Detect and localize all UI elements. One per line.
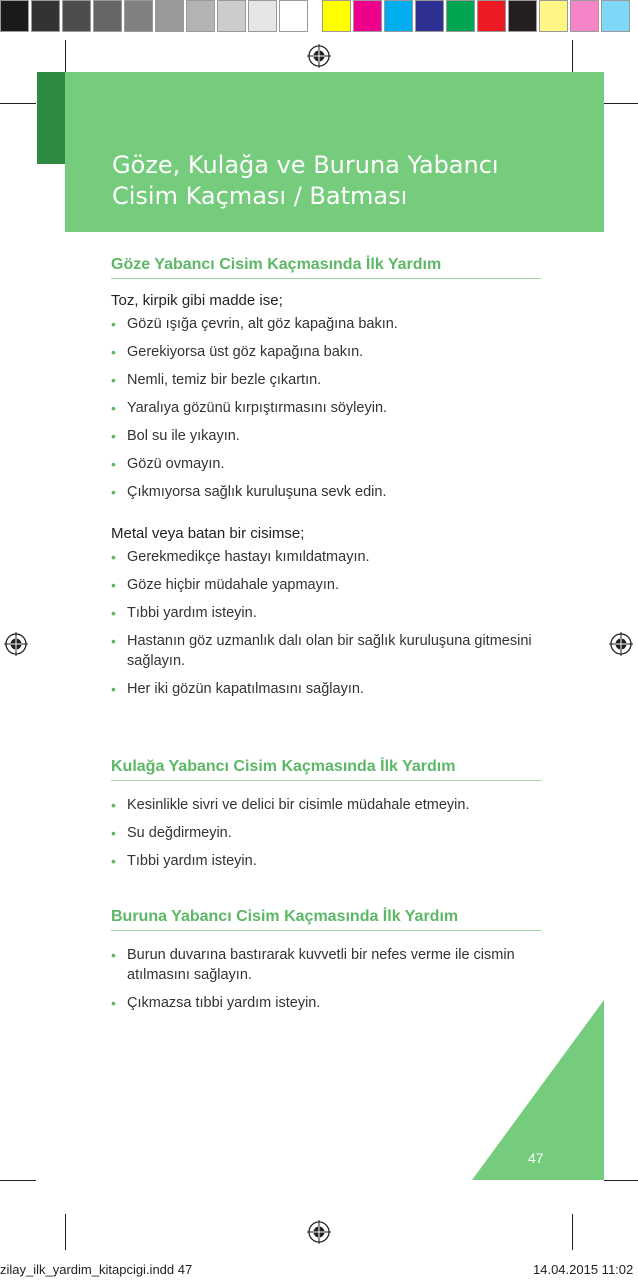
bullet-icon: • (111, 633, 116, 649)
bullet-icon: • (111, 825, 116, 841)
bullet-icon: • (111, 853, 116, 869)
list-item-text: Gözü ışığa çevrin, alt göz kapağına bakın. (127, 316, 398, 332)
bullet-icon: • (111, 316, 116, 332)
bullet-icon: • (111, 681, 116, 697)
chapter-title-line-2: Cisim Kaçması / Batması (112, 182, 408, 210)
slug-date: 14.04.2015 11:02 (533, 1262, 634, 1277)
list-item-text: Burun duvarına bastırarak kuvvetli bir nefes verme ile cismin atılmasını sağlayın. (127, 947, 515, 983)
bullet-icon: • (111, 797, 116, 813)
eye-metal-heading: Metal veya batan bir cisimse; (111, 525, 305, 542)
list-item-text: Su değdirmeyin. (127, 825, 232, 841)
section-nose-title: Buruna Yabancı Cisim Kaçmasında İlk Yardım (111, 907, 541, 931)
list-item-text: Çıkmazsa tıbbi yardım isteyin. (127, 995, 321, 1011)
section-eye-title: Göze Yabancı Cisim Kaçmasında İlk Yardım (111, 255, 541, 279)
list-item-text: Gözü ovmayın. (127, 456, 225, 472)
list-item-text: Göze hiçbir müdahale yapmayın. (127, 577, 339, 593)
list-item-text: Tıbbi yardım isteyin. (127, 853, 257, 869)
slug-filename: zilay_ilk_yardim_kitapcigi.indd 47 (0, 1262, 193, 1277)
bullet-icon: • (111, 549, 116, 565)
bullet-icon: • (111, 400, 116, 416)
list-item-text: Yaralıya gözünü kırpıştırmasını söyleyin. (127, 400, 388, 416)
section-ear-title: Kulağa Yabancı Cisim Kaçmasında İlk Yardım (111, 757, 541, 781)
bullet-icon: • (111, 577, 116, 593)
list-item-text: Çıkmıyorsa sağlık kuruluşuna sevk edin. (127, 484, 387, 500)
page-number: 47 (528, 1150, 544, 1166)
bullet-icon: • (111, 947, 116, 963)
bullet-icon: • (111, 605, 116, 621)
bullet-icon: • (111, 344, 116, 360)
bullet-icon: • (111, 428, 116, 444)
list-item-text: Hastanın göz uzmanlık dalı olan bir sağlık kuruluşuna gitmesini sağlayın. (127, 633, 532, 669)
list-item-text: Her iki gözün kapatılmasını sağlayın. (127, 681, 364, 697)
bullet-icon: • (111, 484, 116, 500)
list-item-text: Nemli, temiz bir bezle çıkartın. (127, 372, 322, 388)
list-item-text: Bol su ile yıkayın. (127, 428, 240, 444)
bullet-icon: • (111, 372, 116, 388)
bullet-icon: • (111, 995, 116, 1011)
eye-dust-heading: Toz, kirpik gibi madde ise; (111, 292, 283, 309)
chapter-title-line-1: Göze, Kulağa ve Buruna Yabancı (112, 151, 499, 179)
list-item-text: Kesinlikle sivri ve delici bir cisimle müdahale etmeyin. (127, 797, 470, 813)
list-item-text: Gerekiyorsa üst göz kapağına bakın. (127, 344, 364, 360)
bullet-icon: • (111, 456, 116, 472)
list-item-text: Tıbbi yardım isteyin. (127, 605, 257, 621)
list-item-text: Gerekmedikçe hastayı kımıldatmayın. (127, 549, 370, 565)
